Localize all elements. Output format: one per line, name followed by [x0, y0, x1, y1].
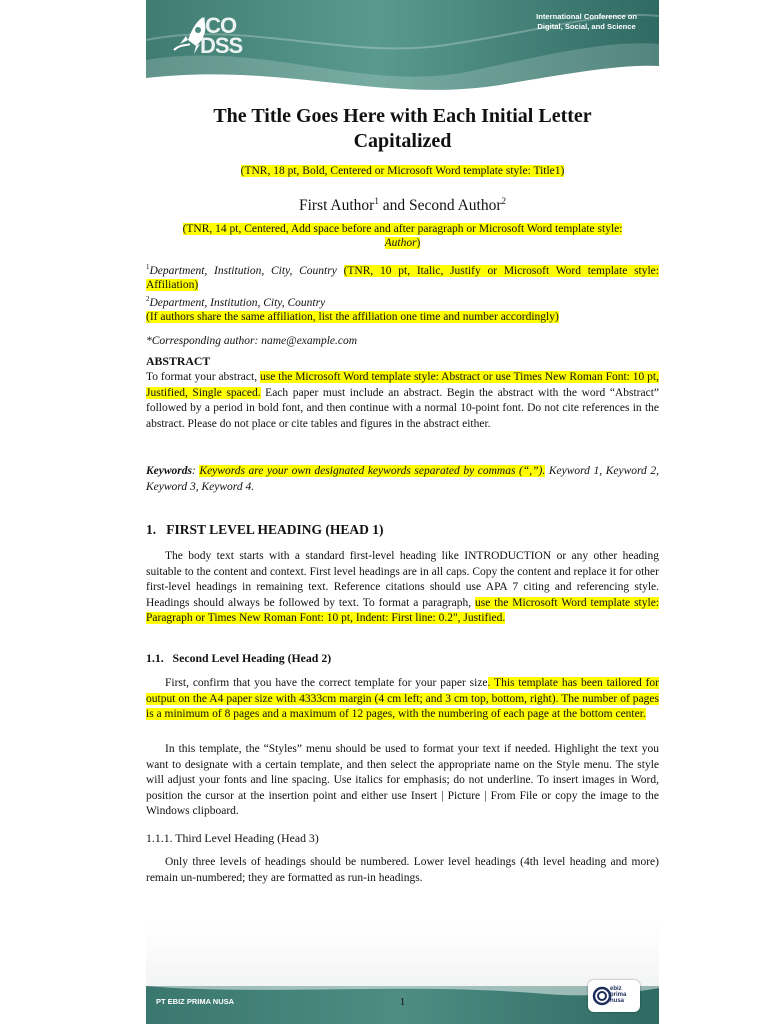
- section1-1-highlight: . This template has been tailored for output on the A4 paper size with 4333cm margin (4 cm left; and 3 cm top, bottom, right).: [146, 677, 659, 705]
- abstract-text-start: To format your abstract,: [146, 371, 260, 383]
- affiliation-sup1: 1: [146, 263, 150, 271]
- keywords-rest: Keyword 1, Keyword 2, Keyword 3, Keyword 4.: [146, 465, 659, 493]
- author-note-line1: (TNR, 14 pt, Centered, Add space before and after paragraph or Microsoft Word template style:: [182, 223, 623, 235]
- author-note-style-name: Author: [384, 237, 417, 249]
- abstract-highlight: use the Microsoft Word template style: Abstract or use Times New Roman Font: 10 pt, Justified, Single spaced.: [146, 371, 659, 399]
- second-author: and Second Author: [378, 197, 502, 215]
- paper-title: [146, 104, 659, 154]
- section1-1-paragraph2: In this template, the “Styles” menu should be used to format your text if needed. Highlight the text you want to designate with a certain template, and then select the appropriate name on the Style menu. The style will adjust your fonts and line spacing. Use italics for emphasis; do not underline. To insert images in Word, position the cursor at the insertion point and either use Insert | Picture | From File or copy the image to the Windows clipboard.: [146, 743, 659, 817]
- title-line2: Capitalized: [353, 130, 452, 152]
- abstract-paragraph: [146, 370, 659, 432]
- title-style-note: [146, 164, 659, 178]
- section1-heading: 1. FIRST LEVEL HEADING (HEAD 1): [146, 522, 384, 537]
- document-page: [146, 0, 659, 1024]
- ebiz-logo-text: ebiz prima nusa: [610, 986, 627, 1004]
- section1-1-heading: 1.1. Second Level Heading (Head 2): [146, 651, 332, 665]
- corresponding-author: *Corresponding author: name@example.com: [146, 334, 358, 347]
- conference-logo-text: [200, 13, 243, 58]
- ebiz-swirl-icon: [592, 986, 612, 1006]
- affiliation-dept1: Department, Institution, City, Country: [149, 264, 337, 277]
- section1-1-text: First, confirm that you have the correct template for your paper size: [165, 677, 488, 689]
- page-number: 1: [399, 996, 406, 1008]
- keywords-label: Keywords: [146, 465, 192, 477]
- section1-1-paragraph1: [146, 676, 659, 723]
- title-note-text: (TNR, 18 pt, Bold, Centered or Microsoft Word template style: Title1): [240, 165, 565, 177]
- abstract-text-rest: Each paper must include an abstract. Begin the abstract with the word “Abstract” followed by a period in bold font, and then continue with a normal 10-point font. Do not cite references in the abstract. Please do not place or cite tables and figures in the abstract either.: [146, 386, 659, 430]
- keywords-paragraph: Keywords: Keywords are your own designated keywords separated by commas (“,”). Keyword 1, Keyword 2, Keyword 3, Keyword 4.: [146, 465, 659, 493]
- title-line1: The Title Goes Here with Each Initial Letter: [213, 105, 592, 127]
- keywords-highlight: Keywords are your own designated keywords separated by commas (“,”).: [199, 465, 546, 477]
- footer-company-name: PT EBIZ PRIMA NUSA: [156, 997, 235, 1006]
- section1-highlight: use the Microsoft Word template style: Paragraph or Times New Roman Font: 10 pt, Indent: First line: 0.2", Justified.: [146, 596, 659, 624]
- affiliation-dept2: Department, Institution, City, Country: [149, 296, 326, 309]
- abstract-heading: ABSTRACT: [146, 354, 211, 368]
- affiliation-style-note: (TNR, 10 pt, Italic, Justify or Microsoft Word template style: Affiliation): [146, 264, 659, 291]
- section1-1-highlight2: The number of pages is a minimum of 8 pages and a maximum of 12 pages, with the numbering of each page at the bottom center.: [146, 692, 659, 720]
- affiliation-shared-note: (If authors share the same affiliation, list the affiliation one time and number accordingly): [146, 310, 559, 323]
- logo-text-value: ICO DSS: [200, 13, 243, 58]
- second-author-sup: 2: [501, 196, 507, 206]
- affiliation-block: [146, 260, 659, 348]
- first-author-sup: 1: [374, 196, 379, 206]
- section1-text: The body text starts with a standard first-level heading like INTRODUCTION or any other heading suitable to the content and context. First level headings are in all caps. Copy the content and replace it for other first-level headings in remaining text. Reference citations should use APA 7 citing and referencing style. Headings should always be followed by text. To format a paragraph,: [146, 550, 659, 609]
- section1-1-1-paragraph: Only three levels of headings should be numbered. Lower level headings (4th level heading and more) remain un-numbered; they are formatted as run-in headings.: [146, 856, 659, 884]
- section1-1-1-heading: 1.1.1. Third Level Heading (Head 3): [146, 831, 319, 845]
- conference-line1: International Conference on: [536, 12, 637, 21]
- header-banner: [146, 0, 659, 97]
- conference-name: [536, 12, 637, 32]
- conference-line2: Digital, Social, and Science: [537, 22, 636, 31]
- first-author: First Author: [298, 197, 375, 215]
- author-style-note: (TNR, 14 pt, Centered, Add space before and after paragraph or Microsoft Word template style: Author): [182, 223, 623, 249]
- footer-pattern: [146, 922, 659, 986]
- section1-paragraph: [146, 549, 659, 627]
- affiliation-sup2: 2: [146, 294, 150, 303]
- author-line: [146, 191, 659, 216]
- ebiz-logo: [588, 980, 640, 1012]
